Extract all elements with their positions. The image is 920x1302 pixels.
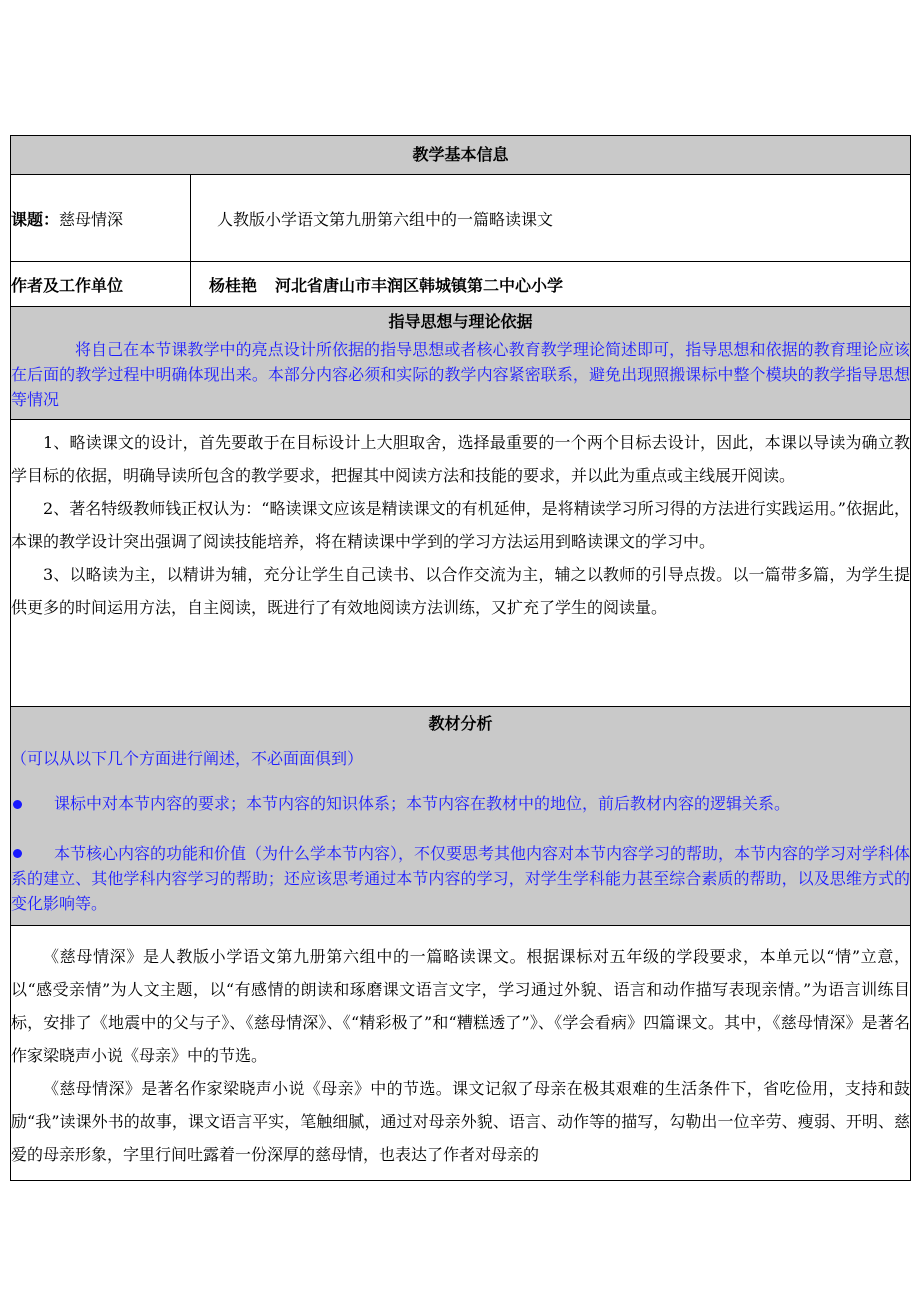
topic-value: 慈母情深 <box>59 209 124 229</box>
guidance-header-row <box>11 307 911 420</box>
basic-info-header-row <box>11 136 911 175</box>
analysis-bullet-1 <box>11 791 910 841</box>
basic-info-header: 教学基本信息 <box>11 136 911 175</box>
analysis-body <box>11 926 911 1181</box>
analysis-header-row <box>11 707 911 926</box>
topic-label: 课题： <box>11 209 60 229</box>
author-cell <box>191 262 911 307</box>
author-unit: 河北省唐山市丰润区韩城镇第二中心小学 <box>275 275 564 295</box>
guidance-paragraph-1: 1、略读课文的设计，首先要敢于在目标设计上大胆取舍，选择最重要的一个两个目标去设计，因此，本课以导读为确立教学目标的依据，明确导读所包含的教学要求，把握其中阅读方法和技能的要求，并以此为重点或主线展开阅读。 <box>11 433 911 485</box>
topic-row <box>11 175 911 262</box>
author-label: 作者及工作单位 <box>11 262 191 307</box>
analysis-paragraph-1: 《慈母情深》是人教版小学语文第九册第六组中的一篇略读课文。根据课标对五年级的学段要求，本单元以“情”立意，以“感受亲情”为人文主题，以“有感情的朗读和琢磨课文语言文字，学习通过外貌、语言和动作描写表现亲情。”为语言训练目标，安排了《地震中的父与子》、《慈母情深》、《“精彩极了”和“糟糕透了”》、《学会看病》四篇课文。其中，《慈母情深》是著名作家梁晓声小说《母亲》中的节选。 <box>11 947 911 1065</box>
analysis-body-row <box>11 926 911 1181</box>
lesson-plan-table <box>10 135 911 1181</box>
author-row <box>11 262 911 307</box>
analysis-paragraph-2: 《慈母情深》是著名作家梁晓声小说《母亲》中的节选。课文记叙了母亲在极其艰难的生活条件下，省吃俭用，支持和鼓励“我”读课外书的故事，课文语言平实，笔触细腻，通过对母亲外貌、语言、动作等的描写，勾勒出一位辛劳、瘦弱、开明、慈爱的母亲形象，字里行间吐露着一份深厚的慈母情，也表达了作者对母亲的 <box>11 1079 911 1164</box>
lesson-plan-document <box>10 135 910 1181</box>
analysis-bullet-1-text: 课标中对本节内容的要求；本节内容的知识体系；本节内容在教材中的地位，前后教材内容的逻辑关系。 <box>54 794 791 813</box>
guidance-header: 指导思想与理论依据 <box>388 312 533 331</box>
guidance-paragraph-2: 2、著名特级教师钱正权认为：“略读课文应该是精读课文的有机延伸，是将精读学习所习得的方法进行实践运用。”依据此，本课的教学设计突出强调了阅读技能培养，将在精读课中学到的学习方法运用到略读课文的学习中。 <box>11 499 911 551</box>
analysis-bullet-2 <box>11 841 910 916</box>
analysis-header-cell <box>11 707 911 926</box>
topic-description: 人教版小学语文第九册第六组中的一篇略读课文 <box>191 175 911 262</box>
guidance-paragraph-3: 3、以略读为主，以精讲为辅，充分让学生自己读书、以合作交流为主，辅之以教师的引导点拨。以一篇带多篇，为学生提供更多的时间运用方法，自主阅读，既进行了有效地阅读方法训练，又扩充了学生的阅读量。 <box>11 565 911 617</box>
guidance-instruction: 将自己在本节课教学中的亮点设计所依据的指导思想或者核心教育教学理论简述即可，指导思想和依据的教育理论应该在后面的教学过程中明确体现出来。本部分内容必须和实际的教学内容紧密联系，避免出现照搬课标中整个模块的教学指导思想等情况 <box>11 340 911 409</box>
guidance-body <box>11 420 911 707</box>
bullet-dot-icon <box>13 800 22 809</box>
analysis-note: （可以从以下几个方面进行阐述，不必面面俱到） <box>11 749 364 768</box>
guidance-header-cell <box>11 307 911 420</box>
analysis-bullet-2-text: 本节核心内容的功能和价值（为什么学本节内容），不仅要思考其他内容对本节内容学习的帮助，本节内容的学习对学科体系的建立、其他学科内容学习的帮助；还应该思考通过本节内容的学习，对学生学科能力甚至综合素质的帮助，以及思维方式的变化影响等。 <box>11 844 911 913</box>
analysis-header: 教材分析 <box>428 714 493 733</box>
author-name: 杨桂艳 <box>209 275 258 295</box>
guidance-body-row <box>11 420 911 707</box>
bullet-dot-icon <box>13 849 22 858</box>
topic-cell <box>11 175 191 262</box>
